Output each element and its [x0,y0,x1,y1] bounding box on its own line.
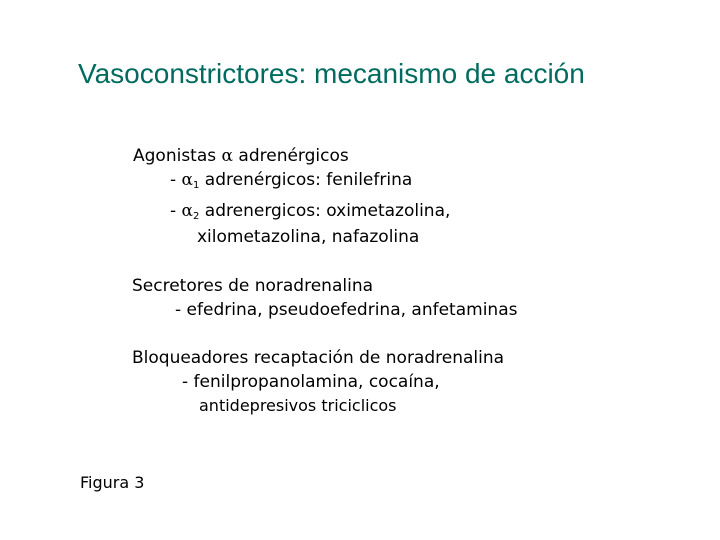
list-item-alpha2 [170,200,450,228]
heading-prefix: Agonistas [133,146,222,166]
alpha-symbol: α [181,170,194,190]
alpha-symbol: α [181,201,194,221]
list-item-bloqueadores: - fenilpropanolamina, cocaína, [182,372,440,392]
figure-caption: Figura 3 [80,473,145,492]
alpha-subscript: 1 [193,180,200,191]
list-item-continuation: xilometazolina, nafazolina [197,227,420,247]
section-heading-secretores: Secretores de noradrenalina [132,276,374,296]
item-text: adrenergicos: oximetazolina, [199,201,451,221]
list-item-alpha1 [170,169,412,197]
item-dash: - [170,201,182,221]
section-heading-bloqueadores: Bloqueadores recaptación de noradrenalina [132,348,505,368]
heading-suffix: adrenérgicos [233,146,349,166]
slide-title: Vasoconstrictores: mecanismo de acción [78,58,585,89]
list-item-secretores: - efedrina, pseudoefedrina, anfetaminas [175,300,518,320]
alpha-subscript: 2 [193,211,200,222]
item-text: adrenérgicos: fenilefrina [199,170,413,190]
alpha-symbol: α [221,146,234,166]
list-item-continuation: antidepresivos triciclicos [199,396,397,415]
section-heading-agonistas [133,145,349,167]
item-dash: - [170,170,182,190]
